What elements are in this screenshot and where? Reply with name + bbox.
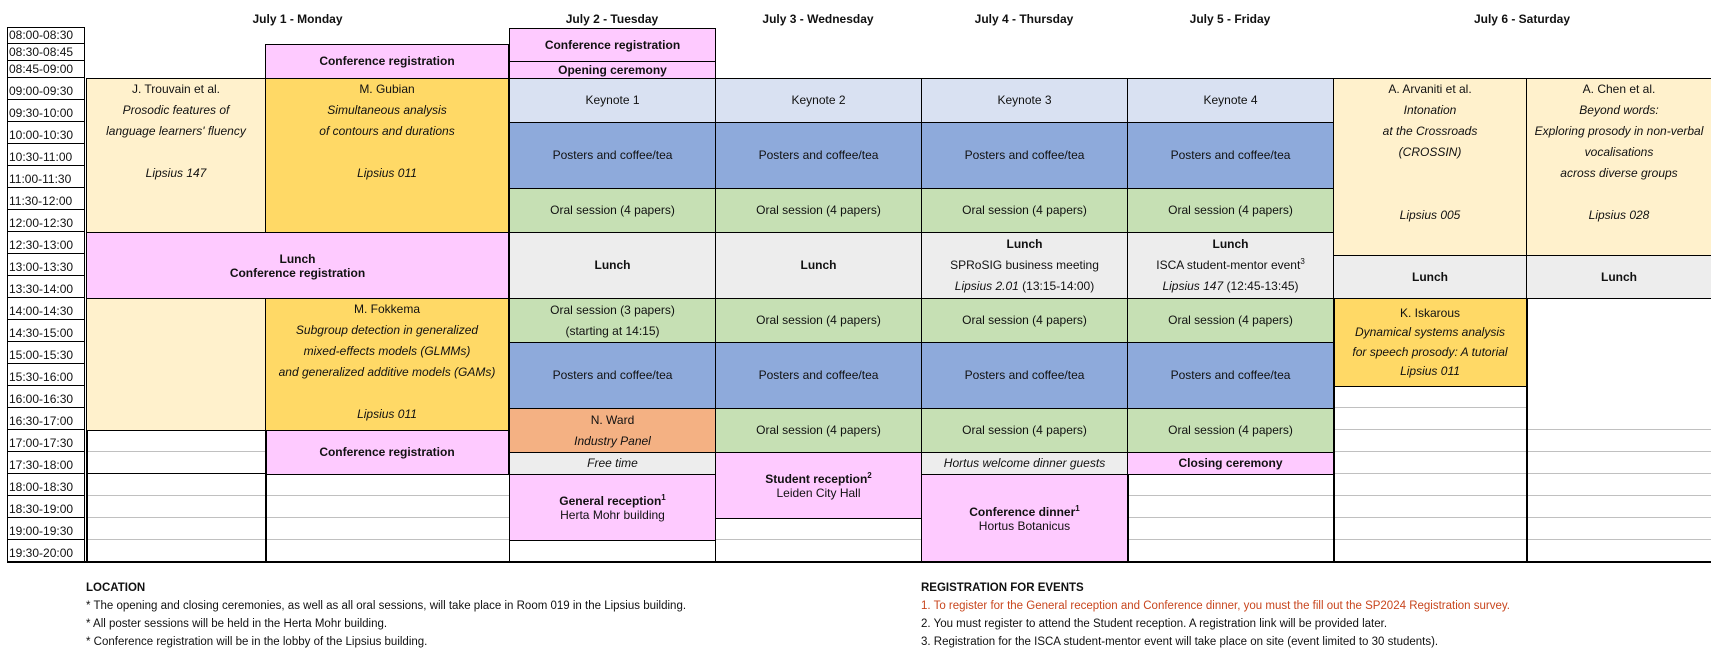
event-label: Keynote 3: [997, 93, 1052, 107]
time-slot: 13:30-14:00: [7, 276, 85, 298]
fri-oral-pm: [1127, 298, 1334, 343]
fri-posters-pm: [1127, 342, 1334, 409]
time-slot: 12:30-13:00: [7, 232, 85, 254]
mon-registration-evening: [265, 430, 509, 475]
time-slot: 10:00-10:30: [7, 122, 85, 144]
event-label: Keynote 1: [585, 93, 640, 107]
author: M. Fokkema: [353, 302, 420, 316]
thu-oral-pm: [921, 298, 1128, 343]
event-location: Leiden City Hall: [776, 485, 861, 500]
time-slot: 14:00-14:30: [7, 298, 85, 320]
registration-note: 2. You must register to attend the Student reception. A registration link will be provided later.: [921, 618, 1388, 630]
author: K. Iskarous: [1399, 305, 1461, 320]
thu-oral-am: [921, 188, 1128, 233]
thu-oral-late: [921, 408, 1128, 453]
tue-oral-am: [509, 188, 716, 233]
event-label: Lunch: [1212, 237, 1249, 251]
workshop-title: for speech prosody: A tutorial: [1352, 344, 1508, 359]
event-label: Posters and coffee/tea: [1170, 148, 1291, 162]
wed-oral-late: [715, 408, 922, 453]
location-heading: LOCATION: [86, 582, 146, 594]
event-label: Conference registration: [319, 54, 455, 68]
event-location: Lipsius 2.01 (13:15-14:00): [954, 279, 1095, 293]
tue-keynote: [509, 78, 716, 123]
empty-cell: [265, 518, 509, 540]
fri-closing-ceremony: [1127, 452, 1334, 475]
time-slot: 15:30-16:00: [7, 364, 85, 386]
room: Lipsius 011: [357, 407, 417, 421]
thu-dinner-guests: [921, 452, 1128, 475]
empty-cell: [265, 496, 509, 518]
tue-opening-ceremony: [509, 61, 716, 79]
event-label: Oral session (4 papers): [550, 203, 675, 217]
empty-cell: [1526, 496, 1711, 518]
author: A. Arvaniti et al.: [1388, 82, 1472, 96]
event-label: Closing ceremony: [1178, 456, 1283, 470]
workshop-title: Exploring prosody in non-verbal: [1534, 124, 1704, 138]
thu-posters-pm: [921, 342, 1128, 409]
workshop-title: across diverse groups: [1560, 166, 1678, 180]
sat-workshop-arvaniti: [1333, 78, 1527, 256]
empty-cell: [86, 430, 265, 452]
mon-lunch-registration: [86, 232, 509, 299]
event-label: Oral session (4 papers): [962, 313, 1087, 327]
event-label: Hortus welcome dinner guests: [943, 456, 1106, 470]
wed-posters-pm: [715, 342, 922, 409]
event-location: Hortus Botanicus: [978, 518, 1071, 533]
author: N. Ward: [590, 412, 635, 427]
event-label: Posters and coffee/tea: [758, 368, 879, 382]
empty-cell: [1333, 452, 1526, 474]
thu-conference-dinner: [921, 474, 1128, 563]
workshop-title: and generalized additive models (GAMs): [278, 365, 496, 379]
event-label: Oral session (4 papers): [1168, 313, 1293, 327]
column-divider: [1333, 298, 1335, 563]
sat-lunch-a: [1333, 255, 1527, 299]
registration-heading: REGISTRATION FOR EVENTS: [921, 582, 1084, 594]
mon-workshop-gubian: [265, 78, 509, 233]
time-slot: 11:00-11:30: [7, 166, 85, 188]
sat-lunch-b: [1526, 255, 1711, 299]
location-note: * The opening and closing ceremonies, as well as all oral sessions, will take place in Room 019 in the Lipsius building.: [86, 600, 687, 612]
empty-cell: [265, 474, 509, 496]
column-divider: [86, 430, 88, 563]
wed-oral-am: [715, 188, 922, 233]
tue-general-reception: [509, 474, 716, 541]
column-divider: [1526, 298, 1528, 563]
event-location: Herta Mohr building: [560, 507, 665, 522]
wed-oral-pm: [715, 298, 922, 343]
event-label: ISCA student-mentor event$^3$: [1156, 257, 1305, 272]
column-divider: [1127, 474, 1129, 563]
mon-workshop-fokkema: [265, 298, 509, 431]
author: M. Gubian: [359, 82, 415, 96]
event-label: Conference registration: [319, 445, 455, 459]
mon-registration-morning: [265, 44, 509, 79]
event-label: Lunch: [594, 258, 631, 272]
registration-notes: [921, 579, 1711, 651]
event-label: Oral session (4 papers): [1168, 203, 1293, 217]
empty-cell: [1127, 518, 1333, 540]
workshop-title: Subgroup detection in generalized: [295, 323, 479, 337]
location-notes: [86, 579, 846, 651]
thu-keynote: [921, 78, 1128, 123]
tue-registration: [509, 28, 716, 62]
event-label: Lunch: [1601, 269, 1637, 284]
empty-cell: [1333, 496, 1526, 518]
empty-cell: [86, 452, 265, 474]
event-label: Opening ceremony: [558, 62, 667, 77]
registration-note: 1. To register for the General reception and Conference dinner, you must the fill out the SP2024 Registration survey.: [921, 600, 1510, 612]
empty-cell: [86, 496, 265, 518]
tue-posters-pm: [509, 342, 716, 409]
room: Lipsius 005: [1399, 208, 1461, 222]
wed-lunch: [715, 232, 922, 299]
event-label: Conference dinner$^1$: [969, 503, 1080, 519]
event-label: Oral session (4 papers): [756, 423, 881, 437]
event-label: Oral session (4 papers): [756, 313, 881, 327]
room: Lipsius 147: [145, 166, 207, 180]
room: Lipsius 028: [1588, 208, 1650, 222]
workshop-title: Beyond words:: [1579, 103, 1659, 117]
workshop-title: language learners' fluency: [106, 124, 246, 138]
empty-cell: [1526, 474, 1711, 496]
empty-cell: [1333, 386, 1526, 408]
workshop-title: vocalisations: [1584, 145, 1654, 159]
day-header-thursday: July 4 - Thursday: [974, 12, 1074, 26]
day-header-saturday: July 6 - Saturday: [1473, 12, 1571, 26]
time-slot: 16:00-16:30: [7, 386, 85, 408]
fri-lunch: [1127, 232, 1334, 299]
event-label: Lunch: [800, 258, 837, 272]
tue-oral-pm: [509, 298, 716, 343]
tue-lunch: [509, 232, 716, 299]
room: Lipsius 011: [357, 166, 417, 180]
event-label: Keynote 4: [1203, 93, 1258, 107]
author: J. Trouvain et al.: [131, 82, 221, 96]
empty-cell: [86, 518, 265, 540]
location-note: * All poster sessions will be held in the Herta Mohr building.: [86, 618, 388, 630]
time-slot: 09:30-10:00: [7, 100, 85, 122]
event-label: Oral session (4 papers): [962, 423, 1087, 437]
event-label: Oral session (3 papers): [550, 302, 675, 317]
event-label: Oral session (4 papers): [1168, 423, 1293, 437]
event-label: Posters and coffee/tea: [964, 368, 1085, 382]
event-label: Oral session (4 papers): [756, 203, 881, 217]
empty-cell: [1526, 408, 1711, 430]
time-slot: 08:00-08:30: [7, 27, 85, 44]
empty-cell: [1127, 474, 1333, 496]
event-label: Lunch: [1412, 269, 1448, 284]
fri-oral-late: [1127, 408, 1334, 453]
empty-cell: [1526, 430, 1711, 452]
empty-cell: [1333, 474, 1526, 496]
fri-oral-am: [1127, 188, 1334, 233]
event-label: Posters and coffee/tea: [758, 148, 879, 162]
empty-cell: [1333, 408, 1526, 430]
empty-cell: [1526, 518, 1711, 540]
time-slot: 08:30-08:45: [7, 44, 85, 61]
event-label: Free time: [587, 456, 638, 470]
thu-posters-am: [921, 122, 1128, 189]
column-divider: [265, 430, 267, 563]
day-header-monday: July 1 - Monday: [252, 12, 343, 26]
tue-industry-panel: [509, 408, 716, 453]
time-slot: 17:30-18:00: [7, 452, 85, 474]
time-slot: 08:45-09:00: [7, 61, 85, 78]
workshop-title: Simultaneous analysis: [327, 103, 447, 117]
time-slot: 09:00-09:30: [7, 78, 85, 100]
wed-student-reception: [715, 452, 922, 519]
fri-posters-am: [1127, 122, 1334, 189]
wed-evening-blank: [715, 518, 922, 563]
sat-workshop-chen: [1526, 78, 1711, 256]
time-slot: 11:30-12:00: [7, 188, 85, 210]
empty-cell: [1127, 496, 1333, 518]
event-label: Keynote 2: [791, 93, 846, 107]
event-label: Oral session (4 papers): [962, 203, 1087, 217]
time-slot: 18:00-18:30: [7, 474, 85, 496]
empty-cell: [86, 474, 265, 496]
mon-afternoon-blank: [86, 298, 266, 431]
time-slot: 19:30-20:00: [7, 540, 85, 562]
author: A. Chen et al.: [1582, 82, 1656, 96]
fri-keynote: [1127, 78, 1334, 123]
event-label: (starting at 14:15): [565, 323, 660, 338]
day-header-wednesday: July 3 - Wednesday: [762, 12, 874, 26]
room: Lipsius 011: [1400, 364, 1460, 378]
empty-cell: [1333, 518, 1526, 540]
time-slot: 18:30-19:00: [7, 496, 85, 518]
tue-evening-blank: [509, 540, 716, 563]
location-note: * Conference registration will be in the lobby of the Lipsius building.: [86, 636, 428, 648]
time-slot: 10:30-11:00: [7, 144, 85, 166]
event-label: Posters and coffee/tea: [552, 368, 673, 382]
time-slot: 14:30-15:00: [7, 320, 85, 342]
wed-posters-am: [715, 122, 922, 189]
workshop-title: mixed-effects models (GLMMs): [303, 344, 471, 358]
event-label: Conference registration: [544, 37, 681, 52]
event-label: Lunch: [279, 251, 316, 266]
workshop-title: (CROSSIN): [1398, 145, 1462, 159]
time-slot: 16:30-17:00: [7, 408, 85, 430]
workshop-title: Intonation: [1403, 103, 1457, 117]
workshop-title: of contours and durations: [319, 124, 455, 138]
tue-free-time: [509, 452, 716, 475]
event-label: Student reception$^2$: [765, 470, 872, 486]
time-slot: 12:00-12:30: [7, 210, 85, 232]
time-slot: 19:00-19:30: [7, 518, 85, 540]
table-bottom-border: [7, 561, 1711, 563]
registration-note: 3. Registration for the ISCA student-mentor event will take place on site (event limited to 30 students).: [921, 636, 1439, 648]
tue-posters-am: [509, 122, 716, 189]
day-header-tuesday: July 2 - Tuesday: [565, 12, 659, 26]
workshop-title: Dynamical systems analysis: [1354, 325, 1506, 339]
time-slot: 13:00-13:30: [7, 254, 85, 276]
sat-workshop-iskarous: [1333, 298, 1527, 387]
empty-cell: [1333, 430, 1526, 452]
wed-keynote: [715, 78, 922, 123]
thu-lunch: [921, 232, 1128, 299]
workshop-title: Prosodic features of: [122, 103, 230, 117]
time-slot: 15:00-15:30: [7, 342, 85, 364]
event-location: Lipsius 147 (12:45-13:45): [1162, 279, 1299, 293]
workshop-title: at the Crossroads: [1382, 124, 1478, 138]
time-slot: 17:00-17:30: [7, 430, 85, 452]
event-label: Posters and coffee/tea: [552, 148, 673, 162]
event-label: General reception$^1$: [559, 492, 666, 508]
day-header-friday: July 5 - Friday: [1189, 12, 1271, 26]
event-label: Posters and coffee/tea: [1170, 368, 1291, 382]
event-label: SPRoSIG business meeting: [950, 258, 1099, 272]
event-label: Industry Panel: [574, 433, 651, 448]
event-label: Conference registration: [229, 265, 366, 280]
empty-cell: [1526, 452, 1711, 474]
event-label: Posters and coffee/tea: [964, 148, 1085, 162]
event-label: Lunch: [1006, 237, 1043, 251]
mon-workshop-trouvain: [86, 78, 266, 233]
